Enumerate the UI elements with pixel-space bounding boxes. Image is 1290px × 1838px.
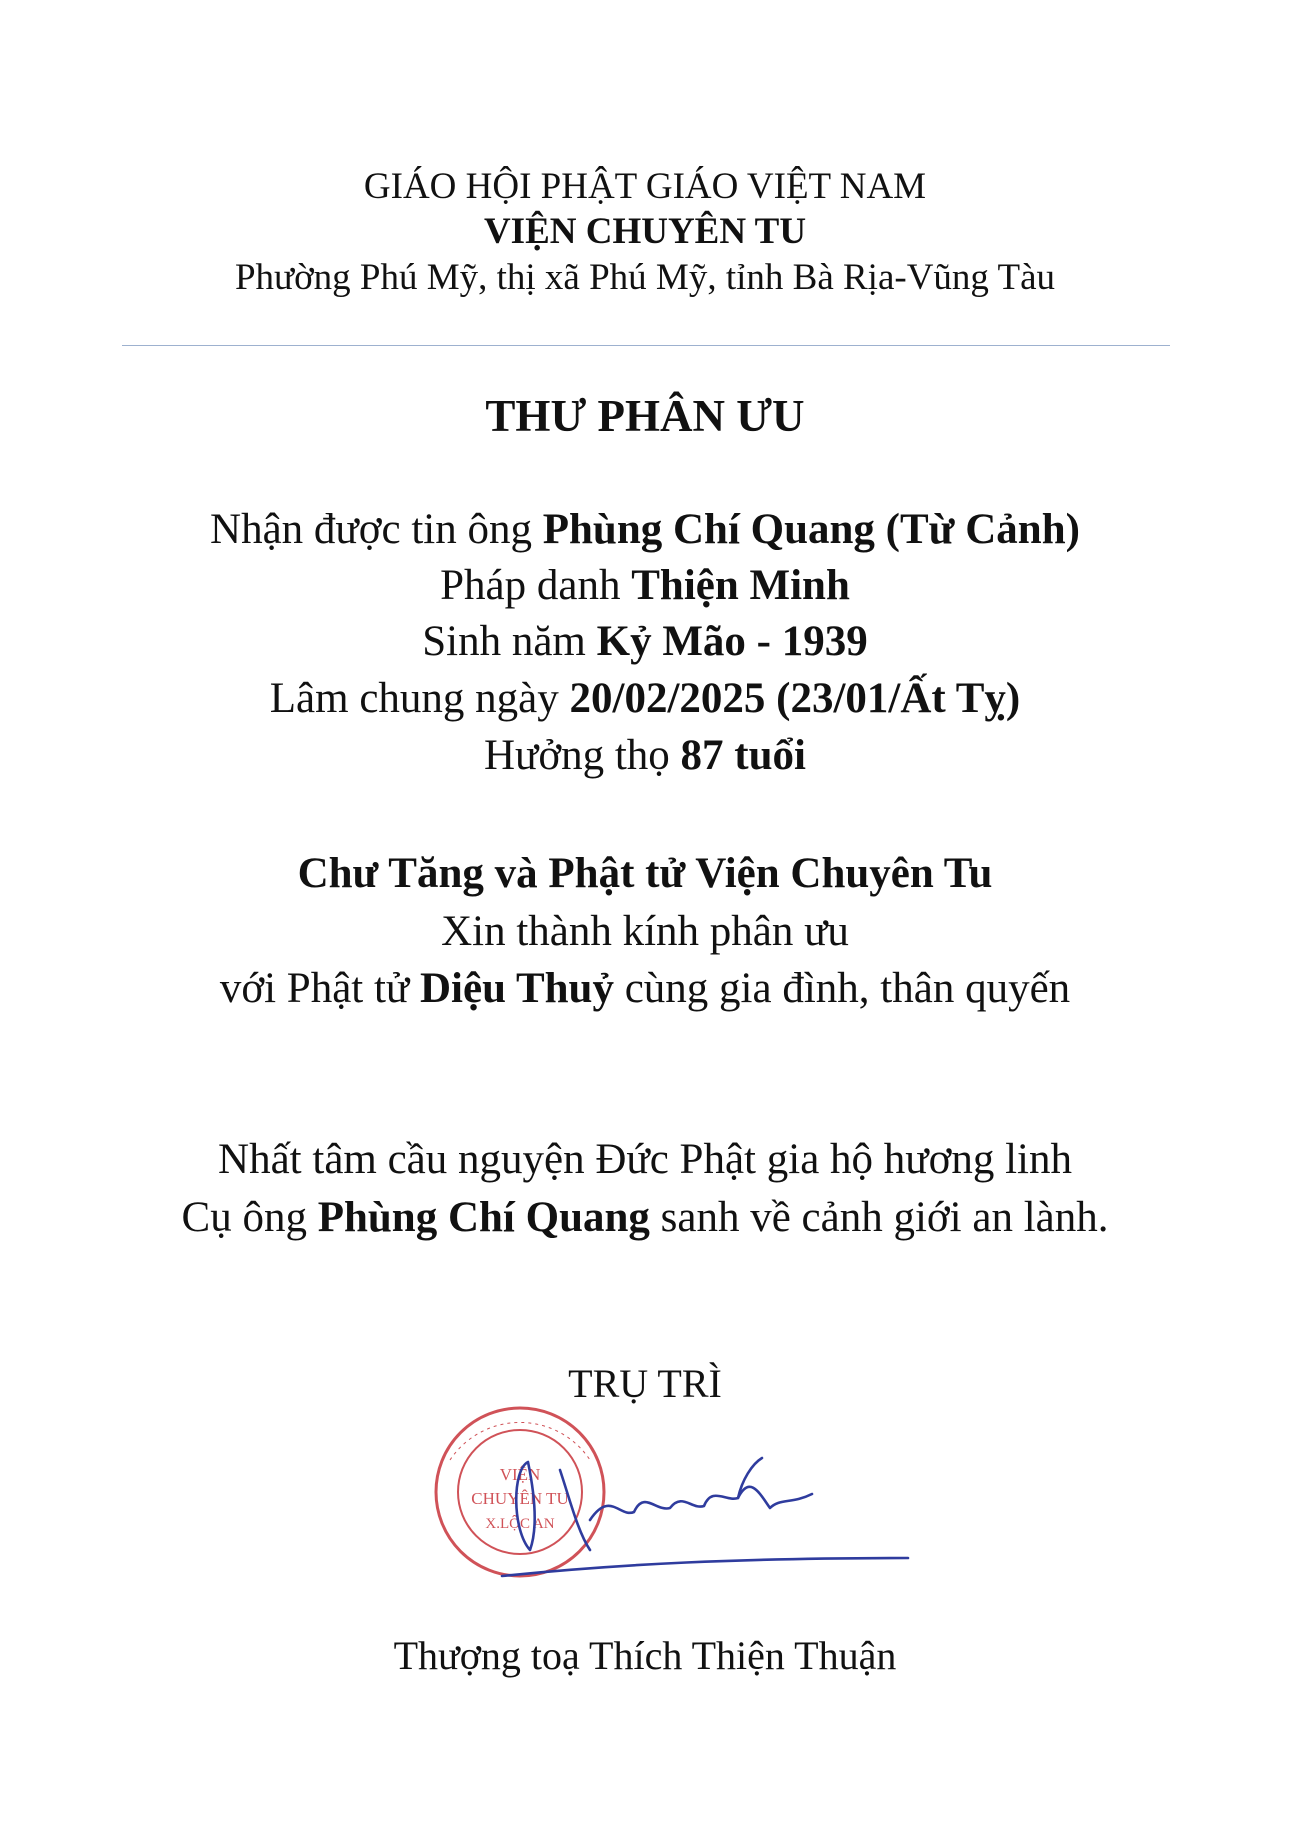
institute-name: VIỆN CHUYÊN TU <box>483 211 807 252</box>
seal-and-signature <box>420 1400 940 1590</box>
signer-role: TRỤ TRÌ <box>568 1361 722 1406</box>
condolence-senders: Chư Tăng và Phật tử Viện Chuyên Tu <box>297 850 993 897</box>
condolence-recipients: với Phật tử Diệu Thuỷ cùng gia đình, thân quyến <box>219 965 1071 1012</box>
prayer-line-1: Nhất tâm cầu nguyện Đức Phật gia hộ hương linh <box>218 1136 1072 1183</box>
handwritten-signature <box>499 1458 908 1576</box>
institute-address: Phường Phú Mỹ, thị xã Phú Mỹ, tỉnh Bà Rịa-Vũng Tàu <box>234 257 1056 298</box>
signer-name: Thượng toạ Thích Thiện Thuận <box>393 1633 897 1678</box>
header-divider <box>122 345 1170 346</box>
notice-line-birth-year: Sinh năm Kỷ Mão - 1939 <box>422 618 868 665</box>
prayer-line-2: Cụ ông Phùng Chí Quang sanh về cảnh giới an lành. <box>181 1194 1109 1241</box>
org-name: GIÁO HỘI PHẬT GIÁO VIỆT NAM <box>363 166 927 207</box>
notice-line-passing-date: Lâm chung ngày 20/02/2025 (23/01/Ất Tỵ) <box>269 675 1021 722</box>
svg-text:VIỆN: VIỆN <box>499 1465 541 1484</box>
notice-line-name: Nhận được tin ông Phùng Chí Quang (Từ Cảnh) <box>210 506 1080 553</box>
notice-line-dharma-name: Pháp danh Thiện Minh <box>440 562 850 609</box>
notice-line-age: Hưởng thọ 87 tuổi <box>484 732 806 779</box>
svg-text:X.LỘC AN: X.LỘC AN <box>485 1516 555 1532</box>
document-title: THƯ PHÂN ƯU <box>485 391 805 441</box>
red-seal-stamp <box>436 1408 604 1576</box>
svg-text:CHUYÊN TU: CHUYÊN TU <box>471 1489 569 1508</box>
signature-block <box>420 1400 940 1590</box>
condolence-statement: Xin thành kính phân ưu <box>441 908 849 955</box>
